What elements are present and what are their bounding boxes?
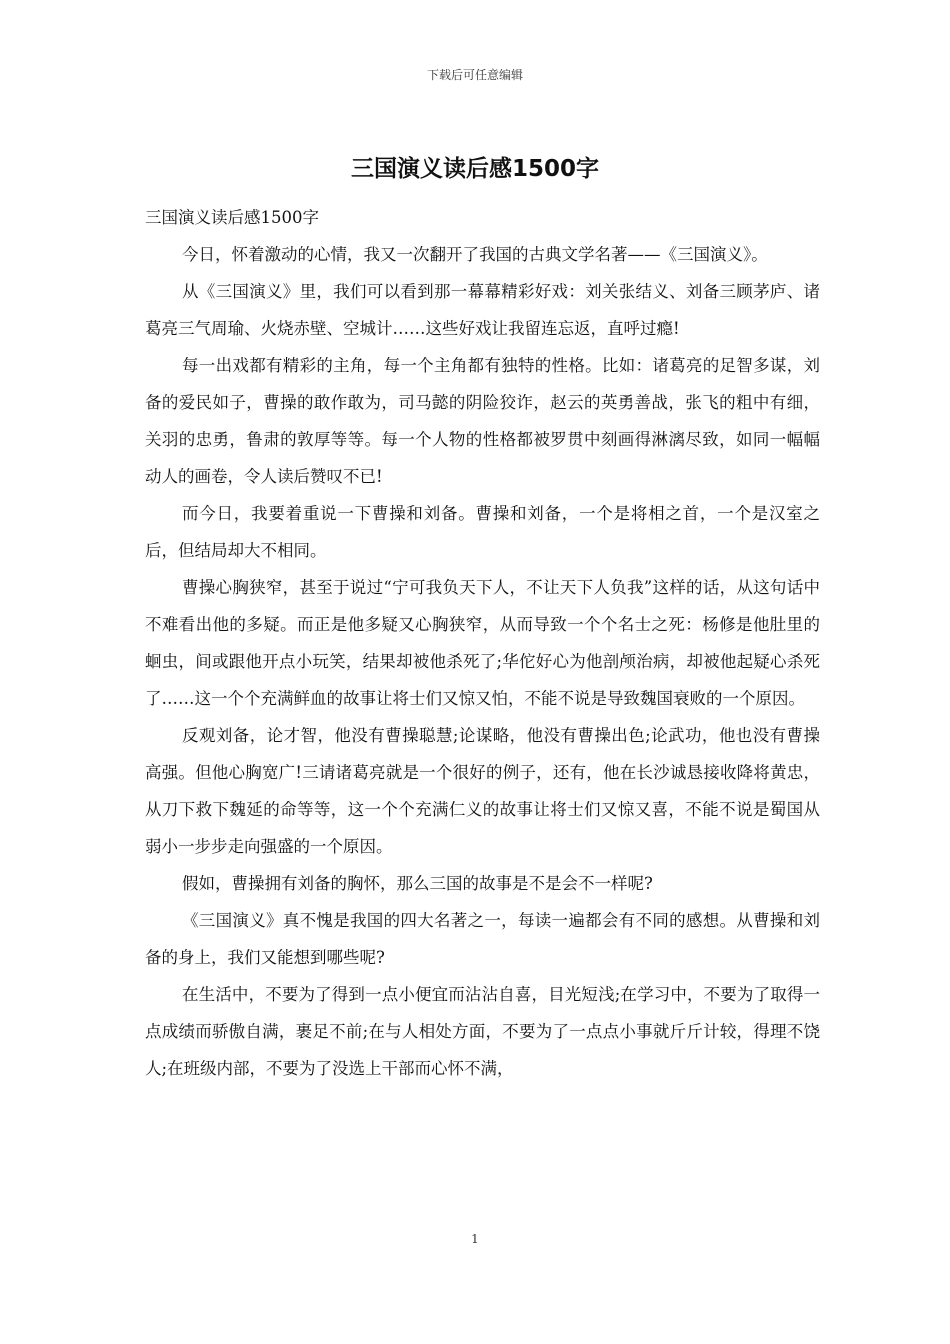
paragraph: 在生活中，不要为了得到一点小便宜而沾沾自喜，目光短浅;在学习中，不要为了取得一点成绩而骄傲自满，裹足不前;在与人相处方面，不要为了一点点小事就斤斤计较，得理不饶人;在班级内部，不要为了没选上干部而心怀不满， [145, 985, 820, 1078]
document-body [145, 199, 820, 1087]
document-title: 三国演义读后感1500字 [350, 156, 599, 182]
paragraph: 曹操心胸狭窄，甚至于说过“宁可我负天下人，不让天下人负我”这样的话，从这句话中不难看出他的多疑。而正是他多疑又心胸狭窄，从而导致一个个名士之死：杨修是他肚里的蛔虫，间或跟他开点小玩笑，结果却被他杀死了;华佗好心为他剖颅治病，却被他起疑心杀死了……这一个个充满鲜血的故事让将士们又惊又怕，不能不说是导致魏国衰败的一个原因。 [145, 578, 820, 708]
paragraph: 从《三国演义》里，我们可以看到那一幕幕精彩好戏：刘关张结义、刘备三顾茅庐、诸葛亮三气周瑜、火烧赤壁、空城计……这些好戏让我留连忘返，直呼过瘾! [145, 282, 820, 338]
paragraph: 每一出戏都有精彩的主角，每一个主角都有独特的性格。比如：诸葛亮的足智多谋，刘备的爱民如子，曹操的敢作敢为，司马懿的阴险狡诈，赵云的英勇善战，张飞的粗中有细，关羽的忠勇，鲁肃的敦厚等等。每一个人物的性格都被罗贯中刻画得淋漓尽致，如同一幅幅动人的画卷，令人读后赞叹不已! [145, 356, 820, 486]
paragraph: 《三国演义》真不愧是我国的四大名著之一，每读一遍都会有不同的感想。从曹操和刘备的身上，我们又能想到哪些呢? [145, 911, 820, 967]
paragraph: 今日，怀着激动的心情，我又一次翻开了我国的古典文学名著——《三国演义》。 [182, 245, 768, 264]
page-number: 1 [471, 1232, 479, 1246]
paragraph: 假如，曹操拥有刘备的胸怀，那么三国的故事是不是会不一样呢? [182, 874, 653, 893]
paragraph: 而今日，我要着重说一下曹操和刘备。曹操和刘备，一个是将相之首，一个是汉室之后，但结局却大不相同。 [145, 504, 820, 560]
page-header: 下载后可任意编辑 [426, 68, 523, 82]
document-subtitle: 三国演义读后感1500字 [145, 208, 319, 227]
paragraph: 反观刘备，论才智，他没有曹操聪慧;论谋略，他没有曹操出色;论武功，他也没有曹操高强。但他心胸宽广!三请诸葛亮就是一个很好的例子，还有，他在长沙诚恳接收降将黄忠，从刀下救下魏延的命等等，这一个个充满仁义的故事让将士们又惊又喜，不能不说是蜀国从弱小一步步走向强盛的一个原因。 [145, 726, 820, 856]
